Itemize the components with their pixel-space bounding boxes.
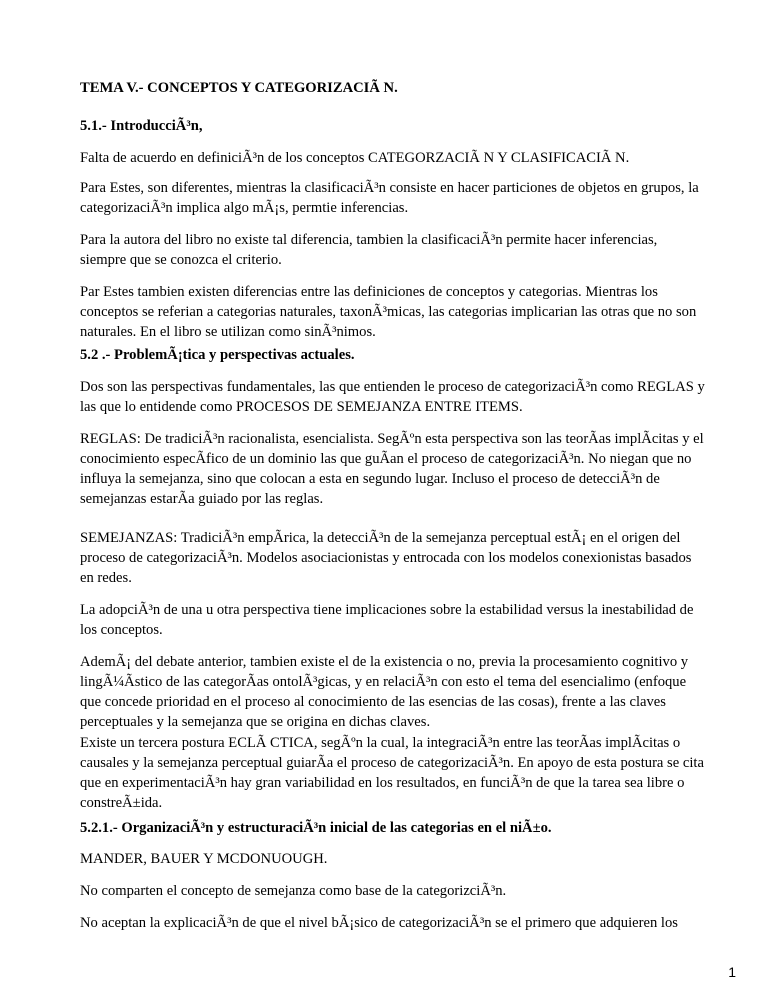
paragraph-2: Para Estes, son diferentes, mientras la clasificaciÃ³n consiste en hacer particiones de objetos en grupos, la categorizaciÃ³n implica algo mÃ¡s, permtie inferencias.	[80, 180, 699, 216]
paragraph-6: REGLAS: De tradiciÃ³n racionalista, esencialista. SegÃºn esta perspectiva son las teorÃas implÃcitas y el conocimiento especÃfico de un dominio las que guÃan el proceso de categorizaciÃ³n. No niegan que no influya la semejanza, sino que colocan a esta en segundo lugar. Incluso el proceso de detecciÃ³n de semejanzas estarÃa guiado por las reglas.	[80, 431, 704, 507]
section-heading-organizacion: 5.2.1.- OrganizaciÃ³n y estructuraciÃ³n inicial de las categorias en el niÃ±o.	[80, 820, 552, 836]
paragraph-7: SEMEJANZAS: TradiciÃ³n empÃrica, la detecciÃ³n de la semejanza perceptual estÃ¡ en el origen del proceso de categorizaciÃ³n. Modelos asociacionistas y entrocada con los modelos conexionistas basados en redes.	[80, 530, 692, 586]
paragraph-10: Existe un tercera postura ECLÃ CTICA, segÃºn la cual, la integraciÃ³n entre las teorÃas implÃcitas o causales y la semejanza perceptual guiarÃa el proceso de categorizaciÃ³n. En apoyo de esta postura se cita que en experimentaciÃ³n hay gran variabilidad en los resultados, en funciÃ³n de que la tarea sea libre o constreÃ±ida.	[80, 735, 704, 811]
paragraph-11: MANDER, BAUER Y MCDONUOUGH.	[80, 851, 328, 867]
paragraph-5: Dos son las perspectivas fundamentales, las que entienden le proceso de categorizaciÃ³n como REGLAS y las que lo entidende como PROCESOS DE SEMEJANZA ENTRE ITEMS.	[80, 379, 705, 415]
paragraph-1: Falta de acuerdo en definiciÃ³n de los conceptos CATEGORZACIÃ N Y CLASIFICACIÃ N.	[80, 150, 630, 166]
paragraph-9: AdemÃ¡ del debate anterior, tambien existe el de la existencia o no, previa la procesamiento cognitivo y lingÃ¼Ãstico de las categorÃas ontolÃ³gicas, y en relaciÃ³n con esto el tema del esencialimo (enfoque que concede prioridad en el proceso al conocimiento de las esencias de las cosas), frente a las claves perceptuales y la semejanza que se origina en dichas claves.	[80, 654, 689, 730]
paragraph-4: Par Estes tambien existen diferencias entre las definiciones de conceptos y categorias. Mientras los conceptos se referian a categorias naturales, taxonÃ³micas, las categorias implicarian las otras que no son naturales. En el libro se utilizan como sinÃ³nimos.	[80, 284, 697, 340]
paragraph-8: La adopciÃ³n de una u otra perspectiva tiene implicaciones sobre la estabilidad versus la inestabilidad de los conceptos.	[80, 602, 694, 638]
page-number: 1	[728, 964, 736, 980]
section-heading-problematica: 5.2 .- ProblemÃ¡tica y perspectivas actuales.	[80, 347, 355, 363]
section-heading-introduccion: 5.1.- IntroducciÃ³n,	[80, 118, 203, 134]
paragraph-13: No aceptan la explicaciÃ³n de que el nivel bÃ¡sico de categorizaciÃ³n se el primero que adquieren los	[80, 915, 678, 931]
paragraph-3: Para la autora del libro no existe tal diferencia, tambien la clasificaciÃ³n permite hacer inferencias, siempre que se conozca el criterio.	[80, 232, 658, 268]
document-title: TEMA V.- CONCEPTOS Y CATEGORIZACIÃ N.	[80, 80, 398, 96]
paragraph-12: No comparten el concepto de semejanza como base de la categorizciÃ³n.	[80, 883, 507, 899]
